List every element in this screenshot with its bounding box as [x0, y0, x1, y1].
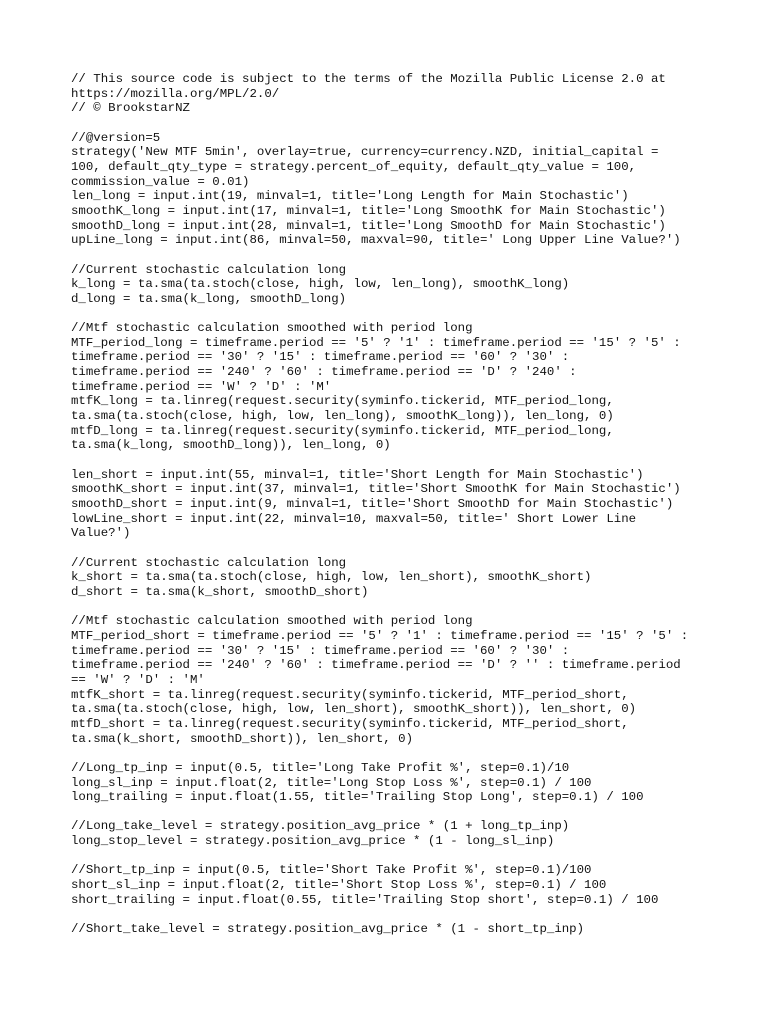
code-line: k_short = ta.sma(ta.stoch(close, high, low, len_short), smoothK_short)	[71, 570, 592, 585]
code-line: mtfK_short = ta.linreg(request.security(syminfo.tickerid, MTF_period_short,	[71, 687, 629, 702]
code-line: //Mtf stochastic calculation smoothed with period long	[71, 614, 473, 629]
code-line: //@version=5	[71, 130, 161, 145]
code-line: d_short = ta.sma(k_short, smoothD_short)	[71, 584, 369, 599]
code-line: // This source code is subject to the terms of the Mozilla Public License 2.0 at	[71, 72, 666, 86]
blank-line	[71, 600, 711, 615]
blank-line	[71, 746, 711, 761]
blank-line	[71, 307, 711, 322]
code-line: long_sl_inp = input.float(2, title='Long Stop Loss %', step=0.1) / 100	[71, 775, 592, 790]
code-line: MTF_period_long = timeframe.period == '5' ? '1' : timeframe.period == '15' ? '5' :	[71, 335, 681, 350]
code-line: smoothD_long = input.int(28, minval=1, title='Long SmoothD for Main Stochastic')	[71, 218, 666, 233]
code-line: ta.sma(k_long, smoothD_long)), len_long, 0)	[71, 438, 391, 453]
code-line: //Current stochastic calculation long	[71, 555, 347, 570]
code-line: smoothK_short = input.int(37, minval=1, title='Short SmoothK for Main Stochastic')	[71, 482, 681, 497]
code-line: len_short = input.int(55, minval=1, title='Short Length for Main Stochastic')	[71, 467, 644, 482]
code-line: Value?')	[71, 526, 131, 541]
code-line: MTF_period_short = timeframe.period == '5' ? '1' : timeframe.period == '15' ? '5' :	[71, 628, 689, 643]
code-line: timeframe.period == '240' ? '60' : timeframe.period == 'D' ? '240' :	[71, 365, 577, 380]
code-line: ta.sma(ta.stoch(close, high, low, len_long), smoothK_long)), len_long, 0)	[71, 409, 614, 424]
code-line: lowLine_short = input.int(22, minval=10, maxval=50, title=' Short Lower Line	[71, 511, 637, 526]
code-line: smoothK_long = input.int(17, minval=1, title='Long SmoothK for Main Stochastic')	[71, 203, 666, 218]
code-line: strategy('New MTF 5min', overlay=true, currency=currency.NZD, initial_capital =	[71, 145, 659, 160]
code-line: //Mtf stochastic calculation smoothed with period long	[71, 321, 473, 336]
code-line: https://mozilla.org/MPL/2.0/	[71, 86, 280, 101]
blank-line	[71, 541, 711, 556]
code-line: ta.sma(k_short, smoothD_short)), len_short, 0)	[71, 731, 414, 746]
code-line: 100, default_qty_type = strategy.percent_of_equity, default_qty_value = 100,	[71, 159, 637, 174]
code-line: mtfD_long = ta.linreg(request.security(syminfo.tickerid, MTF_period_long,	[71, 423, 614, 438]
code-line: //Short_tp_inp = input(0.5, title='Short Take Profit %', step=0.1)/100	[71, 863, 592, 878]
code-line: // © BrookstarNZ	[71, 101, 190, 116]
blank-line	[71, 805, 711, 820]
document-page	[71, 72, 711, 937]
code-line: commission_value = 0.01)	[71, 174, 250, 189]
code-line: timeframe.period == '240' ? '60' : timeframe.period == 'D' ? '' : timeframe.period	[71, 658, 681, 673]
code-line: timeframe.period == '30' ? '15' : timeframe.period == '60' ? '30' :	[71, 643, 570, 658]
code-line: == 'W' ? 'D' : 'M'	[71, 672, 205, 687]
code-line: //Current stochastic calculation long	[71, 262, 347, 277]
blank-line	[71, 248, 711, 263]
code-line: smoothD_short = input.int(9, minval=1, title='Short SmoothD for Main Stochastic')	[71, 497, 674, 512]
code-line: //Long_tp_inp = input(0.5, title='Long Take Profit %', step=0.1)/10	[71, 760, 570, 775]
code-line: //Short_take_level = strategy.position_avg_price * (1 - short_tp_inp)	[71, 922, 585, 937]
code-line: short_trailing = input.float(0.55, title='Trailing Stop short', step=0.1) / 100	[71, 892, 659, 907]
code-line: short_sl_inp = input.float(2, title='Short Stop Loss %', step=0.1) / 100	[71, 878, 607, 893]
code-line: mtfD_short = ta.linreg(request.security(syminfo.tickerid, MTF_period_short,	[71, 716, 629, 731]
code-line: long_stop_level = strategy.position_avg_price * (1 - long_sl_inp)	[71, 834, 555, 849]
code-line: timeframe.period == '30' ? '15' : timeframe.period == '60' ? '30' :	[71, 350, 570, 365]
blank-line	[71, 116, 711, 131]
code-line: long_trailing = input.float(1.55, title='Trailing Stop Long', step=0.1) / 100	[71, 790, 644, 805]
code-line: timeframe.period == 'W' ? 'D' : 'M'	[71, 379, 332, 394]
code-line: mtfK_long = ta.linreg(request.security(syminfo.tickerid, MTF_period_long,	[71, 394, 614, 409]
blank-line	[71, 453, 711, 468]
code-line: //Long_take_level = strategy.position_avg_price * (1 + long_tp_inp)	[71, 819, 570, 834]
code-line: ta.sma(ta.stoch(close, high, low, len_short), smoothK_short)), len_short, 0)	[71, 702, 637, 717]
source-code-block	[71, 72, 711, 937]
code-line: upLine_long = input.int(86, minval=50, maxval=90, title=' Long Upper Line Value?')	[71, 233, 681, 248]
code-line: d_long = ta.sma(k_long, smoothD_long)	[71, 291, 347, 306]
blank-line	[71, 907, 711, 922]
code-line: len_long = input.int(19, minval=1, title='Long Length for Main Stochastic')	[71, 189, 629, 204]
code-line: k_long = ta.sma(ta.stoch(close, high, low, len_long), smoothK_long)	[71, 277, 570, 292]
blank-line	[71, 849, 711, 864]
